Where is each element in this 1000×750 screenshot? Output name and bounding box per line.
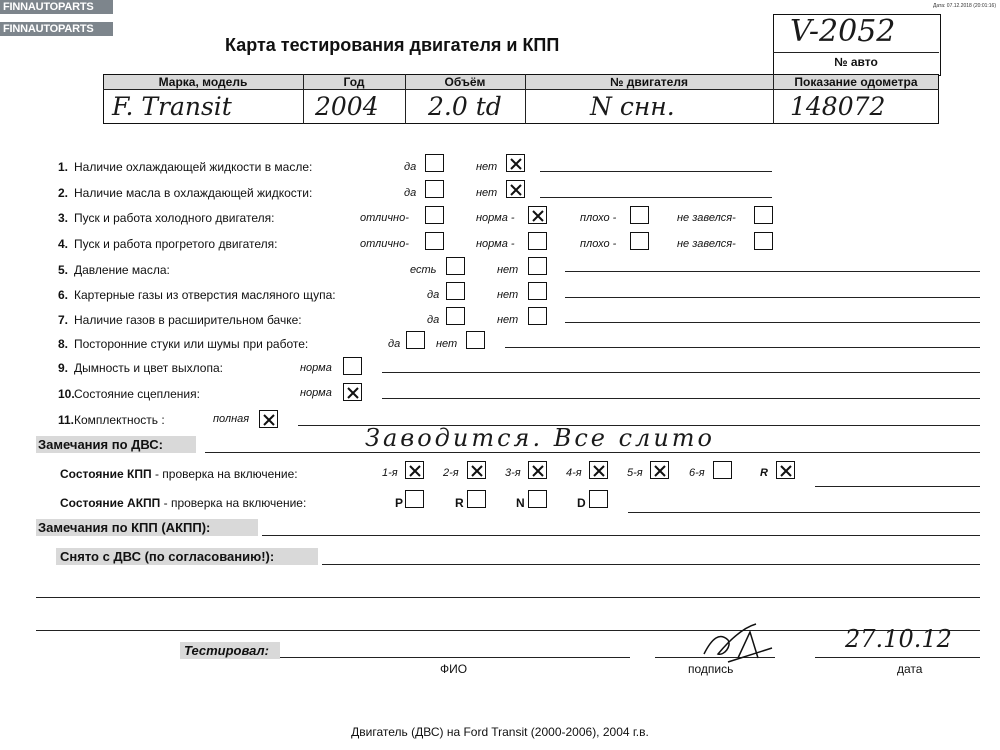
- q5-opt-no: нет: [497, 264, 519, 276]
- header-engine-number: № двигателя: [610, 75, 688, 89]
- vehicle-number-label: № авто: [834, 55, 878, 69]
- q11-opt-full: полная: [213, 413, 250, 425]
- q5-opt-yes: есть: [410, 264, 437, 276]
- checkbox-gear-4[interactable]: [589, 461, 608, 479]
- checkbox-q3-bad[interactable]: [630, 206, 649, 224]
- full-name-label: ФИО: [440, 662, 468, 676]
- item-11: 11.Комплектность :: [58, 413, 165, 427]
- checkbox-q8-no[interactable]: [466, 331, 485, 349]
- q4-opt-normal: норма -: [476, 238, 515, 250]
- gear-3-label: 3-я: [505, 467, 521, 479]
- q6-opt-yes: да: [427, 289, 440, 301]
- akpp-check-label: Состояние АКПП - проверка на включение:: [60, 496, 307, 510]
- removed-from-engine-label: Снято с ДВС (по согласованию!):: [60, 549, 275, 564]
- gear-r-label: R: [760, 467, 768, 479]
- tested-by-label: Тестировал:: [184, 643, 269, 658]
- checkbox-q1-yes[interactable]: [425, 154, 444, 172]
- checkbox-q8-yes[interactable]: [406, 331, 425, 349]
- q3-opt-bad: плохо -: [580, 212, 617, 224]
- checkbox-akpp-n[interactable]: [528, 490, 547, 508]
- header-volume: Объём: [444, 75, 486, 89]
- checkbox-q3-normal[interactable]: [528, 206, 547, 224]
- item-7: 7. Наличие газов в расширительном бачке:: [58, 313, 302, 327]
- checkbox-q2-yes[interactable]: [425, 180, 444, 198]
- checkbox-q4-excellent[interactable]: [425, 232, 444, 250]
- vehicle-number-value: V-2052: [790, 14, 896, 49]
- item-4: 4. Пуск и работа прогретого двигателя:: [58, 237, 278, 251]
- checkbox-q5-no[interactable]: [528, 257, 547, 275]
- checkbox-q4-normal[interactable]: [528, 232, 547, 250]
- checkbox-gear-1[interactable]: [405, 461, 424, 479]
- item-9: 9. Дымность и цвет выхлопа:: [58, 361, 223, 375]
- watermark-logo-2: FINNAUTOPARTS: [0, 22, 113, 36]
- value-odometer: 148072: [790, 92, 886, 121]
- checkbox-q6-yes[interactable]: [446, 282, 465, 300]
- q4-opt-excellent: отлично-: [360, 238, 409, 250]
- checkbox-gear-3[interactable]: [528, 461, 547, 479]
- item-8: 8. Посторонние стуки или шумы при работе:: [58, 337, 309, 351]
- item-6: 6. Картерные газы из отверстия масляного щупа:: [58, 288, 336, 302]
- value-volume: 2.0 td: [428, 92, 502, 121]
- akpp-n-label: N: [516, 496, 525, 510]
- page-caption: Двигатель (ДВС) на Ford Transit (2000-2006), 2004 г.в.: [351, 725, 649, 739]
- item-3: 3. Пуск и работа холодного двигателя:: [58, 211, 275, 225]
- q3-opt-normal: норма -: [476, 212, 515, 224]
- checkbox-gear-2[interactable]: [467, 461, 486, 479]
- q10-opt-normal: норма: [300, 387, 332, 399]
- q6-opt-no: нет: [497, 289, 519, 301]
- q3-opt-no-start: не завелся-: [677, 212, 736, 224]
- checkbox-akpp-r[interactable]: [467, 490, 486, 508]
- signature-label: подпись: [688, 662, 734, 676]
- q9-opt-normal: норма: [300, 362, 332, 374]
- checkbox-q4-bad[interactable]: [630, 232, 649, 250]
- kpp-check-label: Состояние КПП - проверка на включение:: [60, 467, 298, 481]
- value-engine-number: N снн.: [590, 92, 675, 121]
- checkbox-akpp-d[interactable]: [589, 490, 608, 508]
- checkbox-q2-no[interactable]: [506, 180, 525, 198]
- checkbox-q4-no-start[interactable]: [754, 232, 773, 250]
- akpp-p-label: P: [395, 496, 404, 510]
- checkbox-q3-excellent[interactable]: [425, 206, 444, 224]
- watermark-logo-1: FINNAUTOPARTS: [0, 0, 113, 14]
- gear-6-label: 6-я: [689, 467, 705, 479]
- q8-opt-no: нет: [436, 338, 458, 350]
- item-2: 2. Наличие масла в охлаждающей жидкости:: [58, 186, 313, 200]
- checkbox-q11-full[interactable]: [259, 410, 278, 428]
- item-1: 1. Наличие охлаждающей жидкости в масле:: [58, 160, 313, 174]
- checkbox-gear-6[interactable]: [713, 461, 732, 479]
- checkbox-q3-no-start[interactable]: [754, 206, 773, 224]
- q7-opt-yes: да: [427, 314, 440, 326]
- date-value: 27.10.12: [845, 625, 952, 653]
- kpp-remarks-label: Замечания по КПП (АКПП):: [38, 520, 211, 535]
- gear-4-label: 4-я: [566, 467, 582, 479]
- akpp-d-label: D: [577, 496, 586, 510]
- checkbox-q5-yes[interactable]: [446, 257, 465, 275]
- header-odometer: Показание одометра: [794, 75, 918, 89]
- checkbox-q7-no[interactable]: [528, 307, 547, 325]
- checkbox-q6-no[interactable]: [528, 282, 547, 300]
- checkbox-q9-normal[interactable]: [343, 357, 362, 375]
- q4-opt-bad: плохо -: [580, 238, 617, 250]
- item-10: 10.Состояние сцепления:: [58, 387, 200, 401]
- date-stamp: Дата: 07.12.2018 (20:01:16): [932, 3, 996, 9]
- header-model: Марка, модель: [158, 75, 248, 89]
- q7-opt-no: нет: [497, 314, 519, 326]
- checkbox-akpp-p[interactable]: [405, 490, 424, 508]
- q1-opt-yes: да: [404, 161, 417, 173]
- q2-opt-yes: да: [404, 187, 417, 199]
- checkbox-q7-yes[interactable]: [446, 307, 465, 325]
- akpp-r-label: R: [455, 496, 464, 510]
- gear-2-label: 2-я: [443, 467, 459, 479]
- q2-opt-no: нет: [476, 187, 498, 199]
- dvs-remarks-label: Замечания по ДВС:: [38, 437, 163, 452]
- checkbox-gear-5[interactable]: [650, 461, 669, 479]
- q1-opt-no: нет: [476, 161, 498, 173]
- value-year: 2004: [315, 92, 379, 121]
- gear-5-label: 5-я: [627, 467, 643, 479]
- checkbox-gear-r[interactable]: [776, 461, 795, 479]
- value-model: F. Transit: [112, 92, 232, 121]
- dvs-remarks-text: Заводится. Все слито: [365, 424, 715, 452]
- signature-mark: [698, 618, 778, 668]
- form-title: Карта тестирования двигателя и КПП: [225, 35, 560, 55]
- q8-opt-yes: да: [388, 338, 401, 350]
- header-year: Год: [343, 75, 365, 89]
- gear-1-label: 1-я: [382, 467, 398, 479]
- date-label: дата: [897, 662, 923, 676]
- checkbox-q1-no[interactable]: [506, 154, 525, 172]
- q4-opt-no-start: не завелся-: [677, 238, 736, 250]
- q3-opt-excellent: отлично-: [360, 212, 409, 224]
- item-5: 5. Давление масла:: [58, 263, 170, 277]
- checkbox-q10-normal[interactable]: [343, 383, 362, 401]
